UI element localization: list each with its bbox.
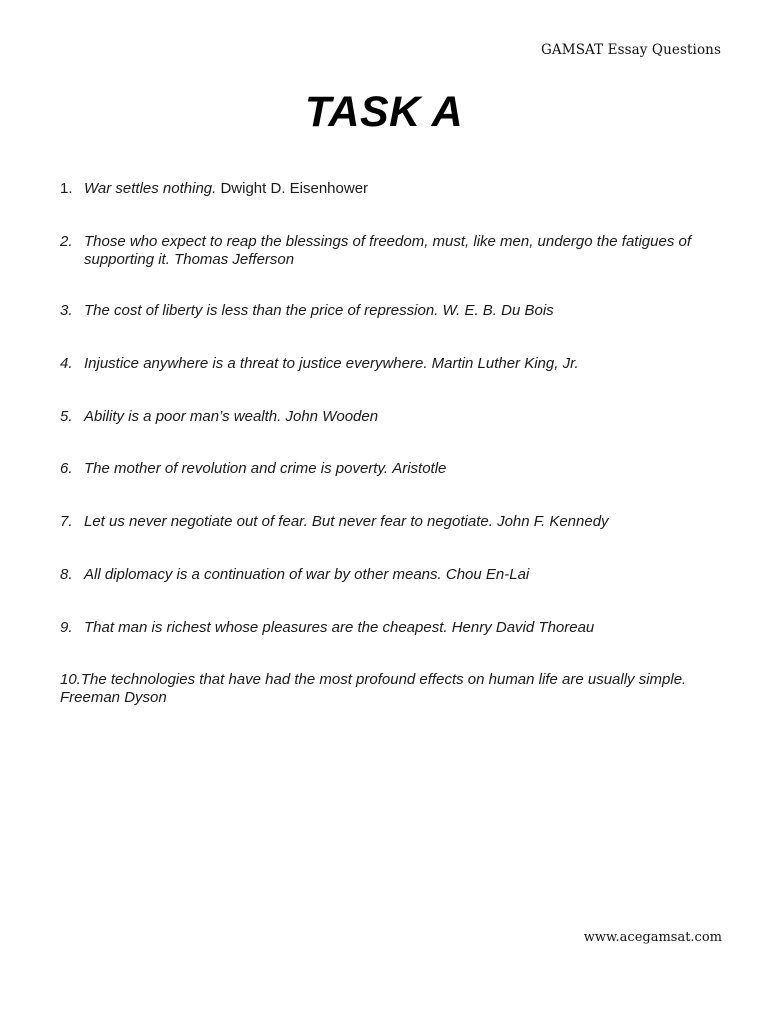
list-item-number: 1. [60,180,73,197]
quote-author: Dwight D. Eisenhower [220,180,369,197]
list-item [60,408,720,426]
quote-text: Those who expect to reap the blessings of freedom, must, like men, undergo the fatigues of supporting it. [84,233,692,268]
quote-text: Ability is a poor man’s wealth. [84,408,282,425]
quote-text: Let us never negotiate out of fear. But never fear to negotiate. [84,513,493,530]
list-item [60,513,720,531]
list-item-number: 4. [60,355,73,372]
page-title: TASK A [304,88,464,136]
list-item [60,566,720,584]
quote-author: Martin Luther King, Jr. [431,355,579,372]
quote-text: The mother of revolution and crime is poverty. [84,460,389,477]
list-item-number: 2. [60,233,73,250]
quote-author: Aristotle [392,460,447,477]
list-item-text [60,408,720,426]
list-item-text [60,180,720,198]
list-item-text [60,460,720,478]
list-item [60,671,720,707]
list-item [60,355,720,373]
list-item [60,233,720,269]
list-item-text [60,513,720,531]
running-header: GAMSAT Essay Questions [541,42,721,58]
list-item-text [60,619,720,637]
list-item-number: 6. [60,460,73,477]
quote-text: All diplomacy is a continuation of war by other means. [84,566,442,583]
quote-text: Injustice anywhere is a threat to justice everywhere. [84,355,428,372]
quote-author: John Wooden [285,408,379,425]
list-item-number: 5. [60,408,73,425]
quote-text: War settles nothing. [84,180,217,197]
quote-text: That man is richest whose pleasures are the cheapest. [84,619,448,636]
quote-author: Freeman Dyson [60,689,167,706]
quote-author: John F. Kennedy [497,513,609,530]
list-item-text [60,566,720,584]
list-item [60,619,720,637]
footer-url: www.acegamsat.com [583,930,722,945]
list-item-number: 3. [60,302,73,319]
list-item [60,460,720,478]
quote-author: Chou En-Lai [445,566,530,583]
quote-author: W. E. B. Du Bois [442,302,554,319]
list-item-number: 7. [60,513,73,530]
quote-author: Thomas Jefferson [174,251,295,268]
list-item-number: 8. [60,566,73,583]
list-item-text [60,671,686,706]
quote-text: The cost of liberty is less than the price of repression. [84,302,439,319]
quote-author: Henry David Thoreau [451,619,595,636]
list-item [60,302,720,320]
quote-text: The technologies that have had the most profound effects on human life are usually simple. [80,671,687,688]
list-item-text [60,302,720,320]
list-item-number: 9. [60,619,73,636]
list-item-text [60,233,720,269]
list-item [60,180,720,198]
list-item-number: 10. [60,671,81,688]
list-item-text [60,355,720,373]
